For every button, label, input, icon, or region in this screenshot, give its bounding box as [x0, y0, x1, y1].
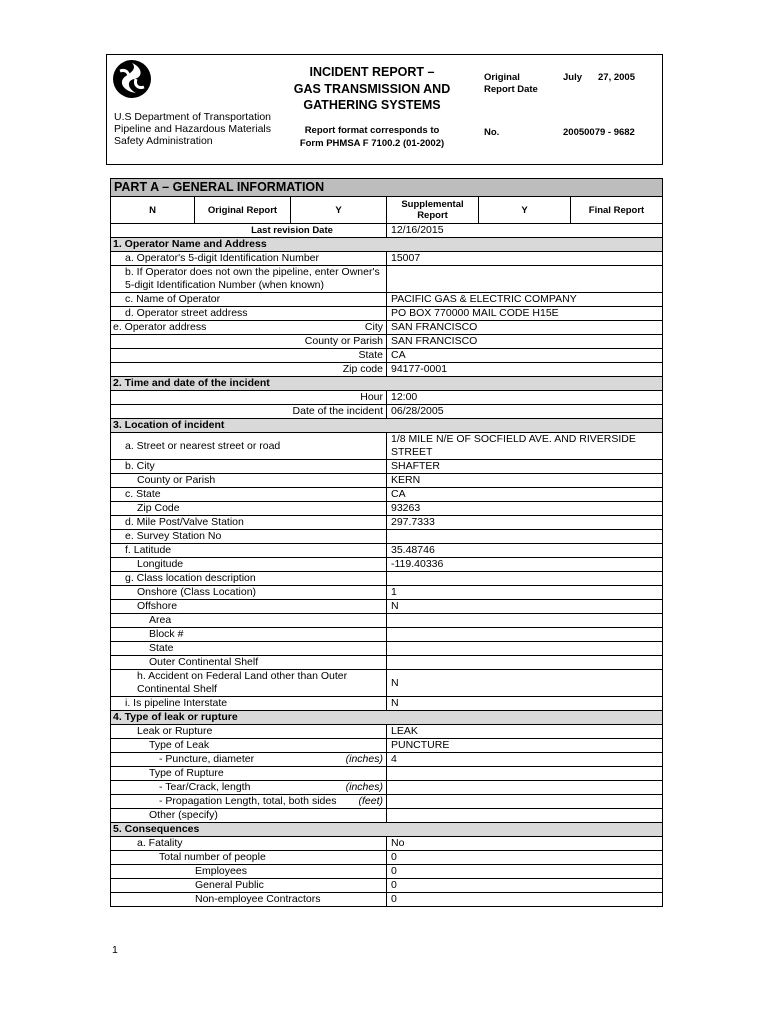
form-row [111, 502, 662, 516]
field-label [111, 391, 387, 404]
field-label-text: b. City [125, 460, 155, 472]
form-row [111, 865, 662, 879]
status-supplemental-y: Y [479, 197, 571, 223]
field-label [111, 572, 387, 585]
form-row [111, 851, 662, 865]
form-row [111, 516, 662, 530]
original-report-day-year: 27, 2005 [598, 72, 635, 83]
field-label [111, 879, 387, 892]
field-label [111, 516, 387, 529]
field-label [111, 809, 387, 822]
field-label [111, 321, 387, 334]
form-row [111, 474, 662, 488]
form-row [111, 530, 662, 544]
status-original-y: Y [291, 197, 387, 223]
form-row [111, 391, 662, 405]
field-label [111, 781, 387, 794]
field-label [111, 656, 387, 669]
field-label-text: Non-employee Contractors [195, 893, 321, 905]
field-value [387, 266, 662, 292]
field-value [387, 530, 662, 543]
form-row [111, 656, 662, 670]
original-report-date-label: Original Report Date [484, 72, 538, 95]
field-label [111, 307, 387, 320]
report-number-label: No. [484, 127, 500, 138]
part-a-form [110, 178, 663, 907]
field-value: 15007 [391, 252, 421, 264]
field-label [111, 767, 387, 780]
field-label-text: h. Accident on Federal Land other than Outer Continental Shelf [137, 670, 348, 695]
field-value: No [391, 837, 405, 849]
form-row [111, 252, 662, 266]
field-sublabel: Date of the incident [292, 405, 383, 417]
field-value: LEAK [391, 725, 418, 737]
field-value: 1 [391, 586, 397, 598]
field-label-text: Type of Rupture [149, 767, 224, 779]
field-value: 297.7333 [391, 516, 435, 528]
field-label [111, 725, 387, 738]
field-sublabel: State [358, 349, 383, 361]
field-value: CA [391, 349, 406, 361]
field-label-text: e. Survey Station No [125, 530, 222, 542]
form-row [111, 837, 662, 851]
field-value: -119.40336 [391, 558, 444, 570]
field-label-text: State [149, 642, 174, 654]
form-row [111, 433, 662, 460]
field-value [387, 795, 662, 808]
section-heading: 4. Type of leak or rupture [111, 711, 662, 725]
field-label-text: - Propagation Length, total, both sides [159, 795, 337, 807]
field-label [111, 600, 387, 613]
field-label [111, 530, 387, 543]
report-title: INCIDENT REPORT – GAS TRANSMISSION AND GATHERING SYSTEMS [293, 65, 451, 112]
original-report-month: July [563, 72, 583, 83]
field-value: N [391, 697, 399, 709]
agency-name: U.S Department of Transportation Pipeline and Hazardous Materials Safety Administration [114, 111, 272, 147]
field-label-text: c. Name of Operator [125, 293, 221, 305]
field-value: PO BOX 770000 MAIL CODE H15E [391, 307, 559, 319]
form-row [111, 739, 662, 753]
field-label [111, 488, 387, 501]
form-row [111, 642, 662, 656]
field-label-text: d. Mile Post/Valve Station [125, 516, 244, 528]
form-row [111, 307, 662, 321]
field-value: 12:00 [391, 391, 418, 403]
form-note: Report format corresponds to Form PHMSA F 7100.2 (01-2002) [299, 125, 445, 149]
form-row [111, 460, 662, 474]
form-row [111, 572, 662, 586]
status-n: N [111, 197, 195, 223]
field-value: N [391, 600, 399, 612]
field-label-text: Outer Continental Shelf [149, 656, 259, 668]
form-row [111, 795, 662, 809]
field-label-text: General Public [195, 879, 264, 891]
field-label [111, 433, 387, 459]
field-label [111, 851, 387, 864]
form-row [111, 893, 662, 906]
last-revision-value: 12/16/2015 [391, 224, 444, 236]
field-sublabel: Zip code [342, 363, 383, 375]
field-label-text: e. Operator address [113, 321, 207, 333]
field-value: CA [391, 488, 406, 500]
field-label [111, 474, 387, 487]
form-row [111, 879, 662, 893]
field-label [111, 335, 387, 348]
field-label [111, 266, 387, 292]
field-value: 0 [391, 851, 397, 863]
form-row [111, 600, 662, 614]
form-sections [111, 238, 662, 906]
field-value [387, 781, 662, 794]
form-row [111, 488, 662, 502]
form-row [111, 335, 662, 349]
field-label [111, 544, 387, 557]
field-value: 1/8 MILE N/E OF SOCFIELD AVE. AND RIVERSIDE STREET [391, 433, 636, 458]
field-sublabel: City [364, 321, 383, 333]
field-label-text: Type of Leak [149, 739, 210, 751]
field-value: PACIFIC GAS & ELECTRIC COMPANY [391, 293, 577, 305]
field-label [111, 586, 387, 599]
field-value: N [391, 676, 399, 689]
field-label-text: c. State [125, 488, 161, 500]
page-number: 1 [112, 944, 118, 956]
field-unit: (inches) [345, 781, 383, 793]
field-label [111, 405, 387, 418]
field-label-text: Leak or Rupture [137, 725, 213, 737]
field-label-text: b. If Operator does not own the pipeline, enter Owner's 5-digit Identification Number (when known) [125, 266, 380, 291]
field-sublabel: Hour [360, 391, 383, 403]
field-label-text: Total number of people [159, 851, 266, 863]
section-heading: 5. Consequences [111, 823, 662, 837]
field-value: 0 [391, 865, 397, 877]
form-row [111, 697, 662, 711]
field-label [111, 614, 387, 627]
form-row [111, 321, 662, 335]
field-label [111, 865, 387, 878]
field-value: SHAFTER [391, 460, 441, 472]
field-label [111, 893, 387, 906]
field-label-text: Longitude [137, 558, 184, 570]
form-row [111, 628, 662, 642]
field-label [111, 293, 387, 306]
report-status-row [111, 197, 662, 224]
field-label-text: d. Operator street address [125, 307, 248, 319]
form-row [111, 767, 662, 781]
field-label-text: Other (specify) [149, 809, 218, 821]
form-row [111, 363, 662, 377]
field-unit: (inches) [345, 753, 383, 765]
field-value [387, 614, 662, 627]
field-label-text: Block # [149, 628, 184, 640]
form-row [111, 293, 662, 307]
form-row [111, 670, 662, 697]
field-label-text: Onshore (Class Location) [137, 586, 257, 598]
field-unit: (feet) [358, 795, 383, 807]
field-value: 06/28/2005 [391, 405, 444, 417]
field-value: SAN FRANCISCO [391, 335, 478, 347]
field-value: 4 [391, 753, 397, 765]
field-label [111, 837, 387, 850]
form-row [111, 809, 662, 823]
field-value [387, 809, 662, 822]
field-label [111, 795, 387, 808]
form-row [111, 405, 662, 419]
field-label-text: a. Operator's 5-digit Identification Number [125, 252, 320, 264]
field-value: 94177-0001 [391, 363, 448, 375]
field-sublabel: County or Parish [304, 335, 383, 347]
section-heading: 1. Operator Name and Address [111, 238, 662, 252]
field-label [111, 739, 387, 752]
field-label-text: a. Street or nearest street or road [125, 439, 281, 452]
status-final-report: Final Report [588, 204, 645, 216]
part-a-heading: PART A – GENERAL INFORMATION [111, 179, 662, 197]
form-row [111, 558, 662, 572]
field-value: KERN [391, 474, 421, 486]
form-row [111, 781, 662, 795]
form-row [111, 725, 662, 739]
field-label-text: f. Latitude [125, 544, 172, 556]
status-supplemental-report: Supplemental Report [387, 197, 479, 223]
field-label [111, 558, 387, 571]
field-value: SAN FRANCISCO [391, 321, 478, 333]
field-label [111, 753, 387, 766]
field-value [387, 572, 662, 585]
last-revision-label: Last revision Date [111, 224, 387, 237]
field-label-text: - Puncture, diameter [159, 753, 255, 765]
field-label [111, 252, 387, 265]
field-label [111, 642, 387, 655]
field-label [111, 670, 387, 696]
field-value: PUNCTURE [391, 739, 450, 751]
field-label-text: a. Fatality [137, 837, 183, 849]
field-label [111, 363, 387, 376]
dot-logo-icon [112, 59, 152, 99]
field-label-text: Employees [195, 865, 247, 877]
form-row [111, 753, 662, 767]
field-label-text: g. Class location description [125, 572, 256, 584]
field-value [387, 656, 662, 669]
section-heading: 3. Location of incident [111, 419, 662, 433]
field-label-text: Area [149, 614, 172, 626]
form-row [111, 349, 662, 363]
field-label [111, 628, 387, 641]
last-revision-row [111, 224, 662, 238]
form-row [111, 544, 662, 558]
field-value: 35.48746 [391, 544, 435, 556]
status-original-report: Original Report [195, 197, 291, 223]
field-label-text: i. Is pipeline Interstate [125, 697, 228, 709]
field-label-text: Offshore [137, 600, 178, 612]
field-value: 93263 [391, 502, 421, 514]
field-value [387, 642, 662, 655]
field-label-text: Zip Code [137, 502, 180, 514]
field-label [111, 349, 387, 362]
field-label [111, 502, 387, 515]
field-value: 0 [391, 879, 397, 891]
form-row [111, 614, 662, 628]
report-header [106, 54, 663, 165]
field-label [111, 697, 387, 710]
field-label-text: County or Parish [137, 474, 216, 486]
field-label-text: - Tear/Crack, length [159, 781, 251, 793]
field-value: 0 [391, 893, 397, 905]
field-label [111, 460, 387, 473]
report-number-value: 20050079 - 9682 [563, 127, 635, 138]
field-value [387, 628, 662, 641]
form-row [111, 266, 662, 293]
field-value [387, 767, 662, 780]
section-heading: 2. Time and date of the incident [111, 377, 662, 391]
form-row [111, 586, 662, 600]
